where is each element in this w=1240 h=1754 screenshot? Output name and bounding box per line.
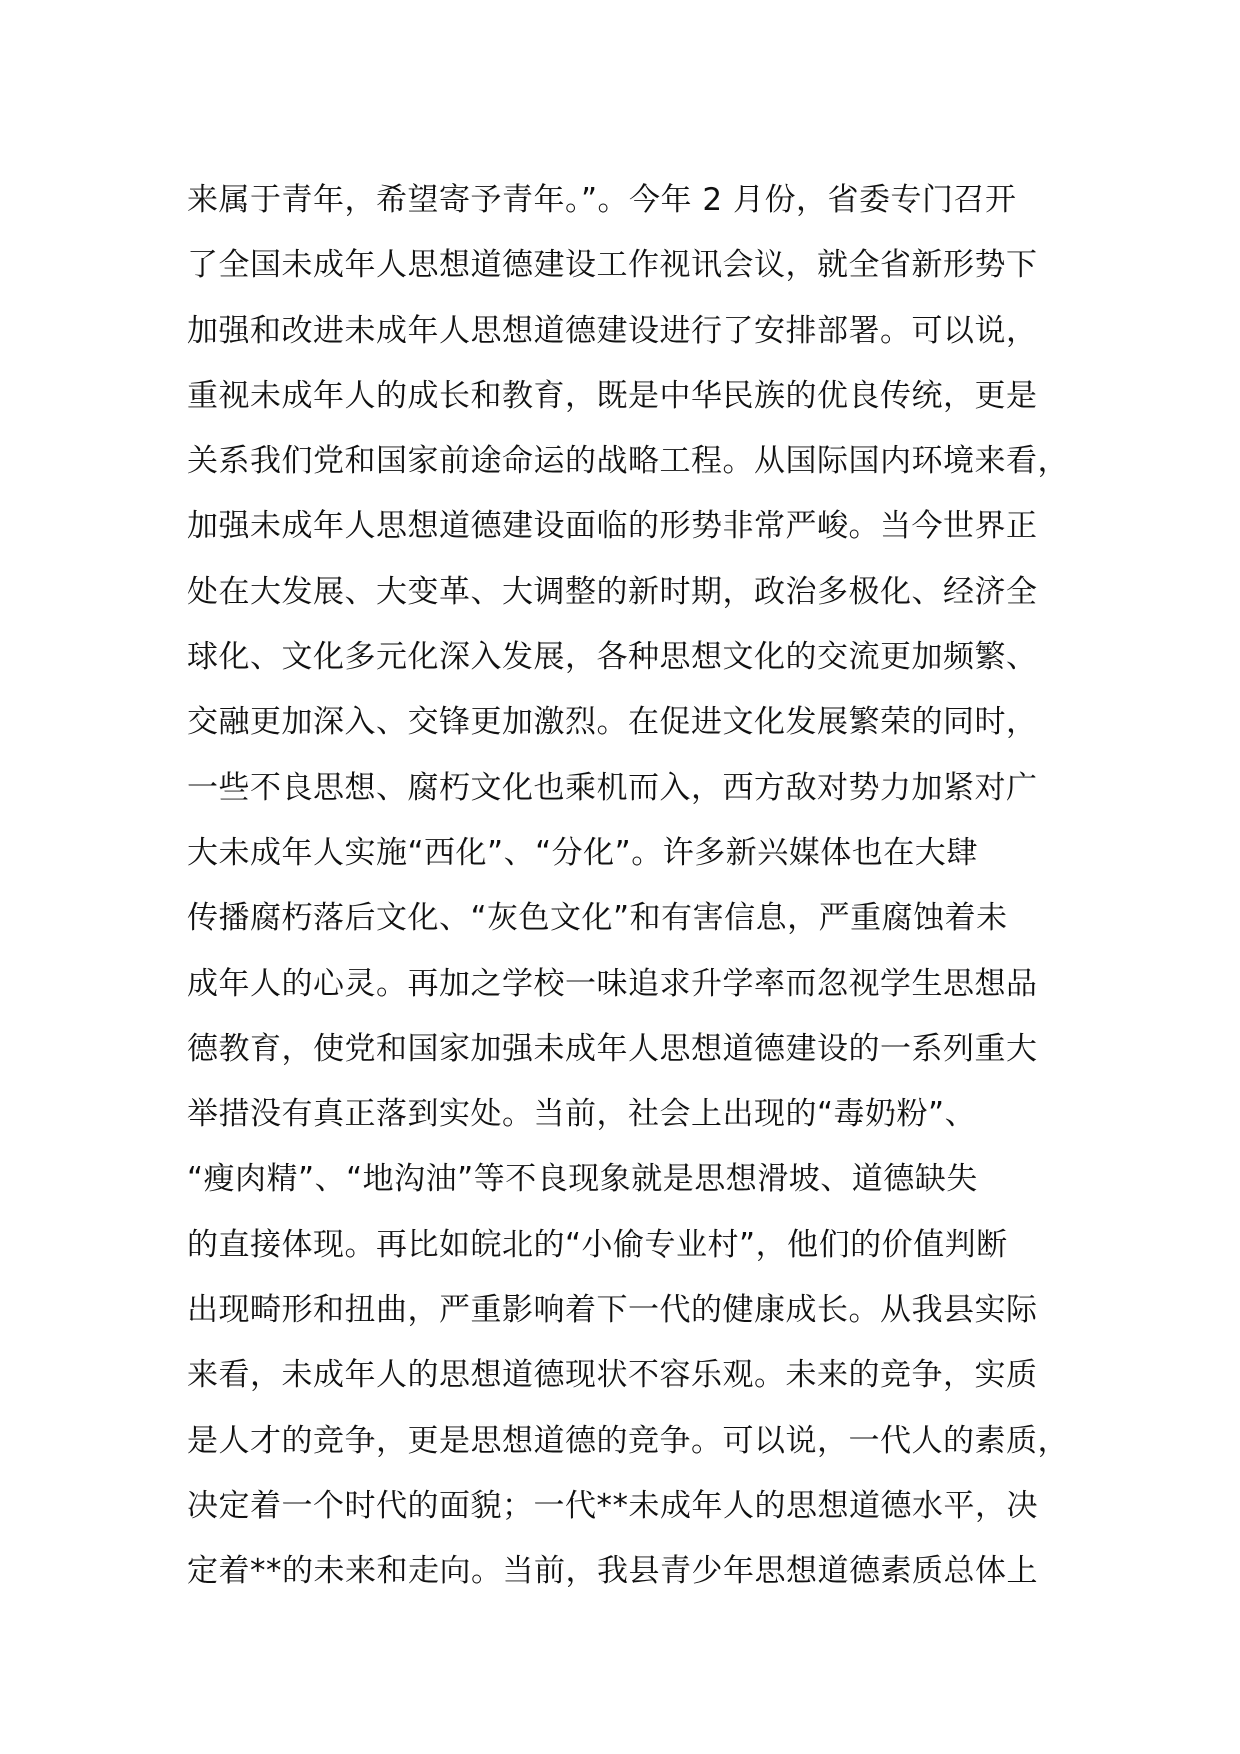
text-line: 传播腐朽落后文化、“灰色文化”和有害信息，严重腐蚀着未 bbox=[187, 900, 1008, 937]
text-line: “瘦肉精”、“地沟油”等不良现象就是思想滑坡、道德缺失 bbox=[187, 1161, 978, 1198]
text-line: 球化、文化多元化深入发展，各种思想文化的交流更加频繁、 bbox=[187, 639, 1038, 676]
text-line: 是人才的竞争，更是思想道德的竞争。可以说，一代人的素质， bbox=[187, 1422, 1069, 1459]
body-text bbox=[187, 168, 1087, 1605]
text-line: 交融更加深入、交锋更加激烈。在促进文化发展繁荣的同时， bbox=[187, 704, 1038, 741]
text-line: 重视未成年人的成长和教育，既是中华民族的优良传统，更是 bbox=[187, 377, 1038, 414]
text-line: 的直接体现。再比如皖北的“小偷专业村”，他们的价值判断 bbox=[187, 1226, 1008, 1263]
text-line: 决定着一个时代的面貌；一代**未成年人的思想道德水平，决 bbox=[187, 1487, 1038, 1524]
text-line: 举措没有真正落到实处。当前，社会上出现的“毒奶粉”、 bbox=[187, 1096, 977, 1133]
text-line: 出现畸形和扭曲，严重影响着下一代的健康成长。从我县实际 bbox=[187, 1292, 1038, 1329]
text-line: 关系我们党和国家前途命运的战略工程。从国际国内环境来看， bbox=[187, 443, 1069, 480]
text-line: 加强未成年人思想道德建设面临的形势非常严峻。当今世界正 bbox=[187, 508, 1038, 545]
text-line: 了全国未成年人思想道德建设工作视讯会议，就全省新形势下 bbox=[187, 247, 1038, 284]
text-line: 德教育，使党和国家加强未成年人思想道德建设的一系列重大 bbox=[187, 1030, 1038, 1067]
text-line: 成年人的心灵。再加之学校一味追求升学率而忽视学生思想品 bbox=[187, 965, 1038, 1002]
text-line: 加强和改进未成年人思想道德建设进行了安排部署。可以说， bbox=[187, 312, 1038, 349]
text-line: 大未成年人实施“西化”、“分化”。许多新兴媒体也在大肆 bbox=[187, 834, 978, 871]
text-line: 来属于青年，希望寄予青年。”。今年 2 月份，省委专门召开 bbox=[187, 182, 1017, 218]
text-line: 处在大发展、大变革、大调整的新时期，政治多极化、经济全 bbox=[187, 573, 1038, 610]
text-line: 一些不良思想、腐朽文化也乘机而入，西方敌对势力加紧对广 bbox=[187, 769, 1038, 806]
text-line: 定着**的未来和走向。当前，我县青少年思想道德素质总体上 bbox=[187, 1553, 1038, 1590]
text-line: 来看，未成年人的思想道德现状不容乐观。未来的竞争，实质 bbox=[187, 1357, 1038, 1394]
